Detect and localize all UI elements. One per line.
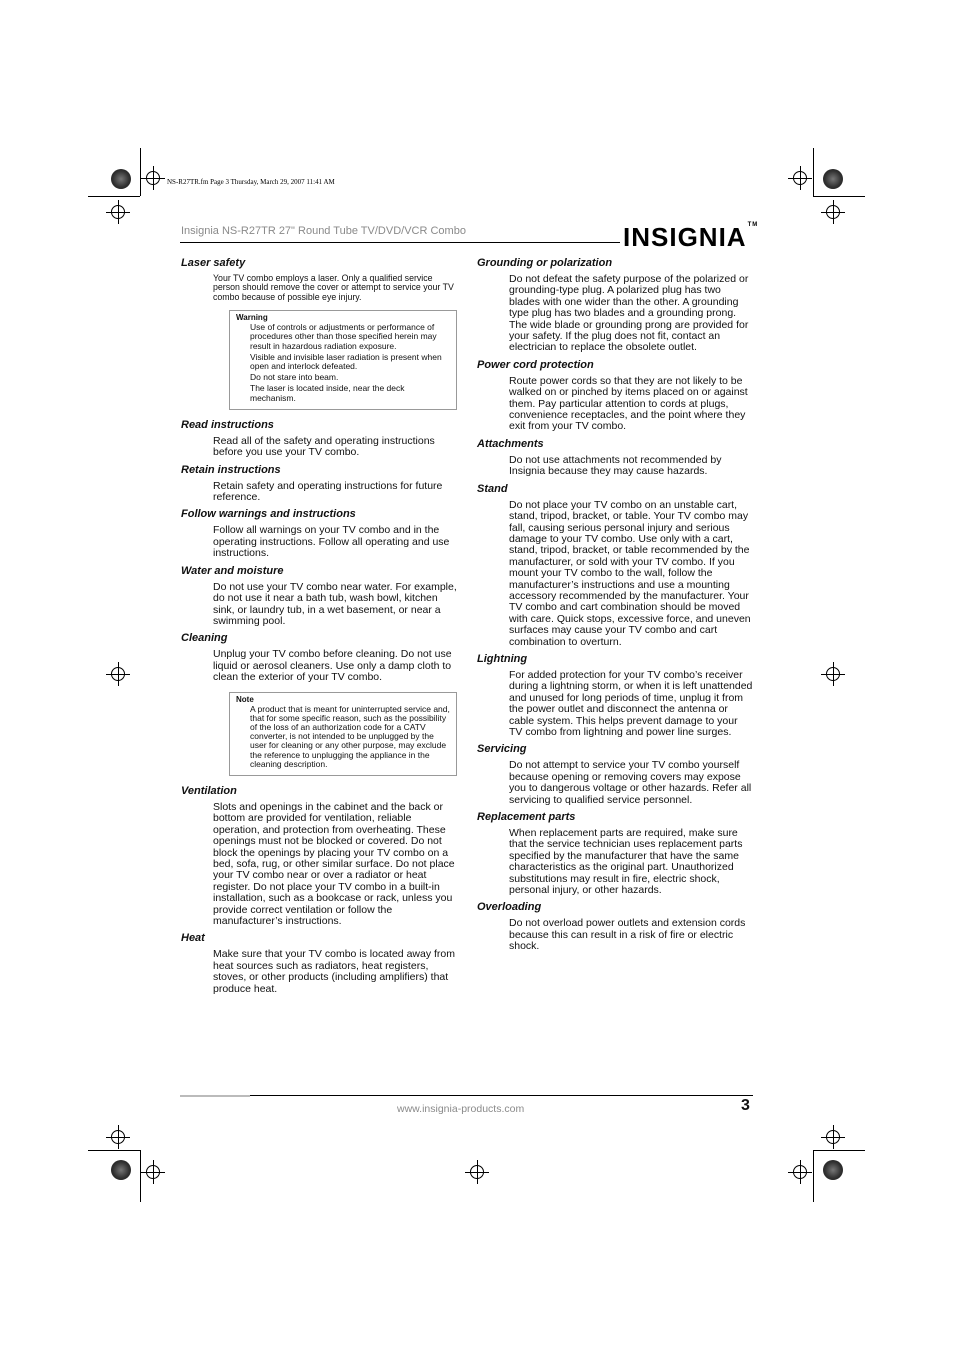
section-heading: Attachments (477, 437, 544, 450)
section-lightning (477, 652, 753, 738)
section-cleaning (181, 631, 457, 776)
section-power-cord (477, 358, 753, 433)
registration-mark-icon (826, 667, 840, 681)
insignia-logo: INSIGNIA™ (623, 222, 759, 252)
section-body: Make sure that your TV combo is located away from heat sources such as radiators, heat registers, stoves, or other products (including amplifiers) that produce heat. (213, 948, 455, 995)
section-laser-safety (181, 256, 457, 410)
color-dot-icon (111, 169, 131, 189)
section-body: Unplug your TV combo before cleaning. Do not use liquid or aerosol cleaners. Use only a damp cloth to clean the exterior of your TV combo. (213, 648, 452, 684)
section-heading: Read instructions (181, 418, 274, 431)
section-ventilation (181, 784, 457, 927)
section-heading: Laser safety (181, 257, 246, 269)
header-rule (180, 242, 620, 243)
color-dot-icon (823, 1160, 843, 1180)
registration-mark-icon (470, 1165, 484, 1179)
registration-mark-icon (826, 205, 840, 219)
registration-mark-icon (111, 1130, 125, 1144)
section-heading: Replacement parts (477, 811, 576, 824)
section-servicing (477, 742, 753, 806)
warning-label: Warning (236, 313, 268, 323)
section-body: Do not use your TV combo near water. For example, do not use it near a bath tub, wash bowl, kitchen sink, or laundry tub, in a wet basement, or near a swimming pool. (213, 580, 457, 627)
section-heading: Lightning (477, 652, 528, 665)
section-retain-instructions (181, 463, 457, 504)
section-body: Do not overload power outlets and extension cords because this can result in a risk of fire or electric shock. (509, 917, 746, 953)
section-heading: Ventilation (181, 784, 237, 797)
page-number: 3 (741, 1097, 750, 1114)
footer-rule-accent (180, 1095, 250, 1097)
section-body: Do not place your TV combo on an unstable cart, stand, tripod, bracket, or table. Your TV combo may fall, causing serious personal injury and serious damage to your TV combo. Use only with a cart, stand, tripod, bracket, or table recommended by the manufacturer, or sold with your TV combo. If you mount your TV combo to the wall, follow the manufacturer’s instructions and use a mounting accessory recommended by the manufacturer. Your TV combo and cart combination should be moved with care. Quick stops, excessive force, and uneven surfaces may cause your TV combo and cart combination to overturn. (509, 498, 751, 648)
section-heading: Stand (477, 482, 508, 495)
header-title: Insignia NS-R27TR 27" Round Tube TV/DVD/VCR Combo (181, 225, 466, 237)
registration-mark-icon (826, 1130, 840, 1144)
section-heading: Water and moisture (181, 564, 284, 577)
section-attachments (477, 437, 753, 478)
file-slug: NS-R27TR.fm Page 3 Thursday, March 29, 2007 11:41 AM (167, 178, 335, 186)
section-heading: Retain instructions (181, 463, 281, 476)
warning-item: Do not stare into beam. (250, 372, 339, 383)
registration-mark-icon (146, 171, 160, 185)
section-heading: Cleaning (181, 632, 228, 645)
section-read-instructions (181, 418, 457, 459)
warning-item: The laser is located inside, near the deck mechanism. (250, 383, 405, 403)
note-label: Note (236, 694, 254, 704)
section-body: For added protection for your TV combo’s receiver during a lightning storm, or when it is left unattended and unused for long periods of time, unplug it from the power outlet and disconnect the antenna or cable system. This helps prevent damage to your TV combo from lightning and power line surges. (509, 668, 753, 738)
note-box (229, 692, 457, 776)
warning-item: Use of controls or adjustments or performance of procedures other than those specified herein may result in hazardous radiation exposure. (250, 322, 437, 351)
section-body: Follow all warnings on your TV combo and in the operating instructions. Follow all operating and use instructions. (213, 524, 450, 560)
registration-mark-icon (793, 1165, 807, 1179)
section-overloading (477, 900, 753, 952)
section-heading: Heat (181, 932, 205, 945)
left-column (181, 256, 457, 999)
section-water-moisture (181, 564, 457, 628)
section-heading: Follow warnings and instructions (181, 508, 356, 521)
section-body: Slots and openings in the cabinet and the back or bottom are provided for ventilation, reliable operation, and protection from overheating. These openings must not be blocked or covered. Do not block the openings by placing your TV combo on a bed, sofa, rug, or other similar surface. Do not place your TV combo near or over a radiator or heat register. Do not place your TV combo in a built-in installation, such as a bookcase or rack, unless you provide correct ventilation or follow the manufacturer’s instructions. (213, 800, 455, 928)
section-body: When replacement parts are required, make sure that the service technician uses replacement parts specified by the manufacturer that have the same characteristics as the original part. Unauthorized substitutions may result in fire, electric shock, personal injury, or other hazards. (509, 827, 743, 897)
section-grounding (477, 256, 753, 354)
footer-url: www.insignia-products.com (397, 1103, 525, 1115)
section-replacement-parts (477, 810, 753, 896)
registration-mark-icon (111, 205, 125, 219)
note-text: A product that is meant for uninterrupted service and, that for some specific reason, such as the possibility of the loss of an authorization code for a CATV converter, is not intended to be unplugged by the user for cleaning or any other purpose, may exclude the reference to unplugging the appliance in the cleaning description. (250, 703, 450, 769)
color-dot-icon (111, 1160, 131, 1180)
warning-box (229, 310, 457, 410)
registration-mark-icon (111, 667, 125, 681)
registration-mark-icon (793, 171, 807, 185)
footer-rule (250, 1095, 753, 1096)
section-heading: Servicing (477, 743, 527, 756)
right-column (477, 256, 753, 957)
section-heading: Power cord protection (477, 358, 594, 371)
section-heat (181, 931, 457, 995)
section-heading: Grounding or polarization (477, 257, 613, 269)
section-stand (477, 482, 753, 648)
section-body: Do not attempt to service your TV combo yourself because opening or removing covers may expose you to dangerous voltage or other hazards. Refer all servicing to qualified service personnel. (509, 759, 752, 806)
section-body: Do not use attachments not recommended by Insignia because they may cause hazards. (509, 453, 722, 478)
section-body: Route power cords so that they are not likely to be walked on or pinched by items placed on or against them. Pay particular attention to cords at plugs, convenience receptacles, and the point where they exit from your TV combo. (509, 374, 748, 433)
section-follow-warnings (181, 507, 457, 559)
warning-item: Visible and invisible laser radiation is present when open and interlock defeated. (250, 351, 442, 372)
color-dot-icon (823, 169, 843, 189)
registration-mark-icon (146, 1165, 160, 1179)
section-body: Retain safety and operating instructions for future reference. (213, 479, 443, 504)
section-heading: Overloading (477, 901, 542, 914)
section-body: Read all of the safety and operating instructions before you use your TV combo. (213, 434, 435, 459)
section-body: Your TV combo employs a laser. Only a qualified service person should remove the cover or attempt to service your TV combo because of possible eye injury. (213, 273, 454, 302)
section-body: Do not defeat the safety purpose of the polarized or grounding-type plug. A polarized plug has two blades with one wider than the other. A grounding type plug has two blades and a grounding prong. The wide blade or grounding prong are provided for your safety. If the plug does not fit, contact an electrician to replace the obsolete outlet. (509, 273, 749, 354)
